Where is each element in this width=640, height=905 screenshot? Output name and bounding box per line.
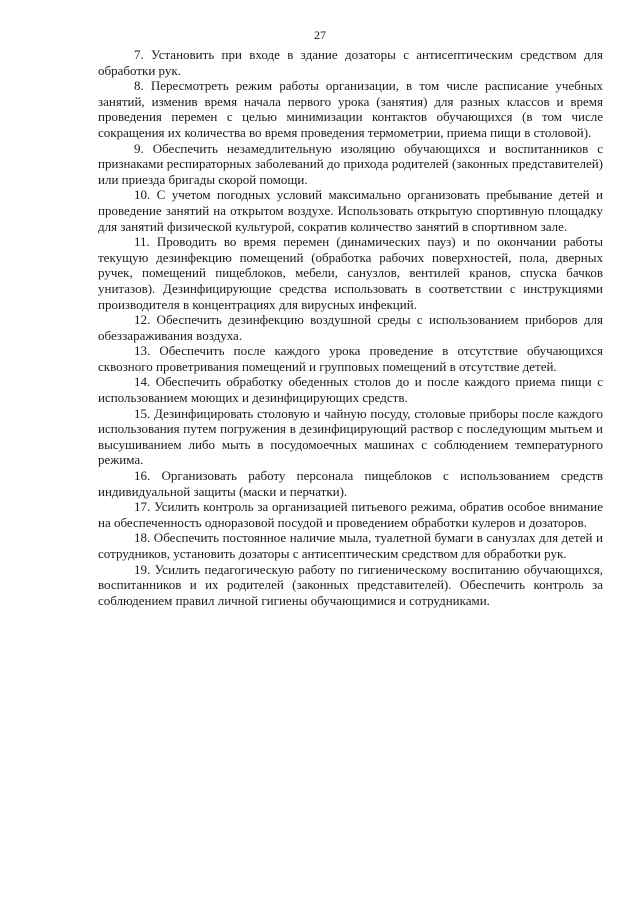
document-body (98, 47, 603, 608)
paragraph-16: 16. Организовать работу персонала пищеблоков с использованием средств индивидуальной защиты (маски и перчатки). (98, 468, 603, 499)
page-number: 27 (314, 28, 326, 42)
paragraph-8: 8. Пересмотреть режим работы организации, в том числе расписание учебных занятий, изменив время начала первого урока (занятия) для разных классов и время проведения перемен с целью минимизации контактов обучающихся (в том числе сокращения их количества во время проведения термометрии, приема пищи в столовой). (98, 78, 603, 140)
paragraph-14: 14. Обеспечить обработку обеденных столов до и после каждого приема пищи с использованием моющих и дезинфицирующих средств. (98, 374, 603, 406)
paragraph-18: 18. Обеспечить постоянное наличие мыла, туалетной бумаги в санузлах для детей и сотрудников, установить дозаторы с антисептическим средством для обработки рук. (98, 530, 603, 561)
paragraph-19: 19. Усилить педагогическую работу по гигиеническому воспитанию обучающихся, воспитанников и их родителей (законных представителей). Обеспечить контроль за соблюдением правил личной гигиены обучающимися и сотрудниками. (98, 561, 603, 608)
paragraph-12: 12. Обеспечить дезинфекцию воздушной среды с использованием приборов для обеззараживания воздуха. (98, 312, 603, 343)
paragraph-7: 7. Установить при входе в здание дозаторы с антисептическим средством для обработки рук. (98, 47, 603, 78)
paragraph-15: 15. Дезинфицировать столовую и чайную посуду, столовые приборы после каждого использования путем погружения в дезинфицирующий раствор с последующим мытьем и высушиванием либо мыть в посудомоечных машинах с соблюдением температурного режима. (98, 405, 603, 468)
paragraph-10: 10. С учетом погодных условий максимально организовать пребывание детей и проведение занятий на открытом воздухе. Использовать открытую спортивную площадку для занятий физической культурой, сократив количество занятий в спортивном зале. (98, 187, 603, 234)
paragraph-11: 11. Проводить во время перемен (динамических пауз) и по окончании работы текущую дезинфекцию помещений (обработка рабочих поверхностей, пола, дверных ручек, помещений пищеблоков, мебели, санузлов, вентилей кранов, спуска бачков унитазов). Дезинфицирующие средства использовать в соответствии с инструкциями производителя в концентрациях для вирусных инфекций. (98, 234, 603, 312)
paragraph-13: 13. Обеспечить после каждого урока проведение в отсутствие обучающихся сквозного проветривания помещений и групповых помещений в отсутствие детей. (98, 343, 603, 374)
paragraph-9: 9. Обеспечить незамедлительную изоляцию обучающихся и воспитанников с признаками респираторных заболеваний до прихода родителей (законных представителей) или приезда бригады скорой помощи. (98, 140, 603, 187)
paragraph-17: 17. Усилить контроль за организацией питьевого режима, обратив особое внимание на обеспеченность одноразовой посудой и проведением обработки кулеров и дозаторов. (98, 499, 603, 530)
